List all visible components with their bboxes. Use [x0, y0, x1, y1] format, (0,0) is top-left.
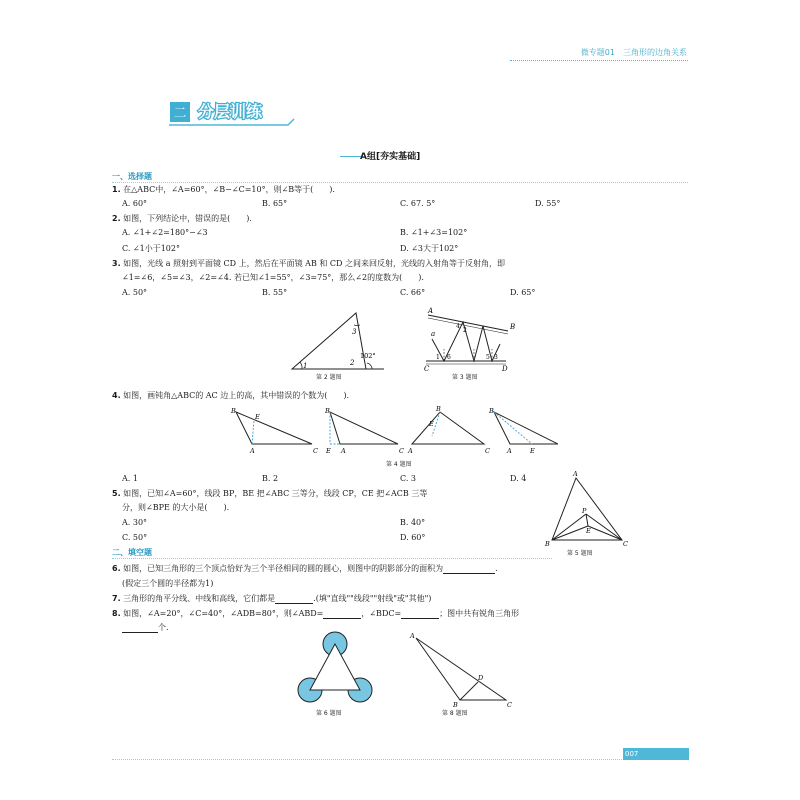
footer-divider	[112, 759, 624, 760]
q1-option-b[interactable]: B. 65°	[262, 199, 288, 208]
figure-8-caption: 第 8 题图	[442, 710, 468, 717]
svg-text:A: A	[408, 447, 413, 455]
fig8-label-D: D	[478, 674, 484, 682]
q8-count-blank[interactable]	[122, 624, 158, 633]
svg-text:E: E	[255, 413, 260, 421]
q6-answer-blank[interactable]	[443, 565, 495, 574]
svg-text:C: C	[485, 447, 490, 455]
q5-option-b[interactable]: B. 40°	[400, 518, 426, 527]
figure-6	[294, 630, 376, 708]
q5-option-c[interactable]: C. 50°	[122, 533, 148, 542]
fig2-angle-label: 102°	[360, 352, 376, 360]
fig3-label-D: D	[502, 365, 508, 373]
q8-bdc-blank[interactable]	[401, 610, 439, 619]
svg-text:B: B	[231, 407, 236, 415]
banner-title: 分层训练	[198, 102, 263, 121]
fig3-label-C: C	[424, 365, 430, 373]
question-5-line2: 分，则∠BPE 的大小是( ).	[122, 503, 230, 512]
fig3-label-6: 6	[447, 354, 451, 361]
question-8: 8. 如图，∠A=20°，∠C=40°，∠ADB=80°，则∠ABD= ，∠BDC= ；图中共有锐角三角形	[112, 609, 520, 618]
q2-option-a[interactable]: A. ∠1+∠2=180°−∠3	[122, 228, 208, 237]
section-divider-2	[112, 558, 552, 559]
fig3-label-a: a	[431, 330, 436, 338]
svg-text:E: E	[326, 447, 331, 455]
fig5-label-B: B	[545, 540, 550, 548]
figure-3-caption: 第 3 题图	[452, 374, 478, 381]
svg-text:E: E	[429, 420, 434, 428]
q4-option-d[interactable]: D. 4	[510, 474, 527, 483]
q2-option-d[interactable]: D. ∠3大于102°	[400, 244, 459, 253]
banner-number: 二	[173, 106, 187, 121]
section-banner	[168, 99, 298, 131]
svg-text:E: E	[530, 447, 535, 455]
q3-option-c[interactable]: C. 66°	[400, 288, 426, 297]
q4-option-b[interactable]: B. 2	[262, 474, 279, 483]
question-3: 3. 如图，光线 a 照射到平面镜 CD 上，然后在平面镜 AB 和 CD 之间来回反射，光线的入射角等于反射角，即	[112, 259, 505, 268]
question-5: 5. 如图，已知∠A=60°，线段 BP，BE 把∠ABC 三等分，线段 CP，CE 把∠ACB 三等	[112, 489, 428, 498]
fig8-label-C: C	[507, 701, 512, 708]
q2-option-c[interactable]: C. ∠1小于102°	[122, 244, 180, 253]
question-6: 6. 如图，已知三角形的三个顶点恰好为三个半径相同的圆的圆心，则图中的阴影部分的面积为 .	[112, 564, 498, 573]
fig2-label-1: 1	[303, 362, 308, 370]
fig5-label-P: P	[582, 507, 587, 515]
page-number: 007	[623, 748, 689, 760]
question-7: 7. 三角形的角平分线、中线和高线，它们都是 .(填"直线""线段""射线"或"其他")	[112, 594, 432, 603]
figure-6-caption: 第 6 题图	[316, 710, 342, 717]
q3-option-d[interactable]: D. 65°	[510, 288, 536, 297]
fig2-label-3: 3	[352, 328, 357, 336]
fig4-panel-1	[230, 407, 318, 455]
group-label: A组[夯实基础]	[340, 149, 450, 163]
fig4-panel-2	[324, 407, 404, 455]
q4-option-c[interactable]: C. 3	[400, 474, 417, 483]
fig3-label-5: 5	[486, 354, 490, 361]
svg-text:A: A	[507, 447, 512, 455]
figure-4	[228, 404, 558, 456]
fig5-label-A: A	[573, 470, 578, 478]
fig5-label-E: E	[586, 527, 591, 535]
section-fill-heading: 二、填空题	[112, 548, 152, 557]
fig4-panel-3	[407, 405, 490, 455]
figure-3	[420, 304, 520, 374]
svg-text:B: B	[436, 405, 441, 413]
header-divider	[510, 60, 688, 61]
q3-option-a[interactable]: A. 50°	[122, 288, 148, 297]
q5-option-a[interactable]: A. 30°	[122, 518, 148, 527]
fig3-label-4: 4	[456, 323, 460, 330]
q3-option-b[interactable]: B. 55°	[262, 288, 288, 297]
fig3-label-2: 2	[463, 327, 467, 334]
q7-answer-blank[interactable]	[275, 595, 313, 604]
svg-text:A: A	[341, 447, 346, 455]
q1-option-c[interactable]: C. 67. 5°	[400, 199, 436, 208]
fig8-label-A: A	[410, 632, 415, 640]
svg-text:B: B	[489, 407, 494, 415]
figure-8	[400, 632, 520, 708]
fig2-label-2: 2	[350, 359, 355, 367]
section-divider	[112, 182, 688, 183]
q1-option-a[interactable]: A. 60°	[122, 199, 148, 208]
q1-option-d[interactable]: D. 55°	[535, 199, 561, 208]
running-header: 微专题01 三角形的边角关系	[580, 48, 687, 57]
svg-text:A: A	[250, 447, 255, 455]
fig3-label-3: 3	[494, 354, 498, 361]
q4-option-a[interactable]: A. 1	[122, 474, 138, 483]
question-2: 2. 如图，下列结论中，错误的是( ).	[112, 214, 252, 223]
q2-option-b[interactable]: B. ∠1+∠3=102°	[400, 228, 468, 237]
section-choice-heading: 一、选择题	[112, 172, 152, 181]
fig8-label-B: B	[453, 701, 458, 708]
figure-4-caption: 第 4 题图	[386, 461, 412, 468]
q8-abd-blank[interactable]	[323, 610, 361, 619]
svg-text:C: C	[399, 447, 404, 455]
figure-2-caption: 第 2 题图	[316, 374, 342, 381]
svg-text:C: C	[313, 447, 318, 455]
fig5-label-C: C	[623, 540, 628, 548]
figure-5-caption: 第 5 题图	[567, 550, 593, 557]
fig3-label-1: 1	[436, 354, 440, 361]
question-6-line2: (假定三个圆的半径都为1)	[122, 579, 214, 588]
figure-2-triangle	[292, 313, 384, 369]
fig4-panel-4	[488, 407, 558, 455]
fig3-label-A: A	[428, 307, 434, 315]
svg-text:B: B	[325, 407, 330, 415]
question-1: 1. 在△ABC中，∠A=60°，∠B−∠C=10°，则∠B等于( ).	[112, 185, 335, 194]
q5-option-d[interactable]: D. 60°	[400, 533, 426, 542]
figure-5	[542, 468, 634, 548]
question-4: 4. 如图，画钝角△ABC的 AC 边上的高，其中错误的个数为( ).	[112, 391, 350, 400]
fig3-label-B: B	[510, 323, 516, 331]
question-8-line2: 个.	[122, 622, 169, 633]
question-3-line2: ∠1=∠6，∠5=∠3，∠2=∠4. 若已知∠1=55°，∠3=75°，那么∠2的度数为( ).	[122, 273, 424, 282]
